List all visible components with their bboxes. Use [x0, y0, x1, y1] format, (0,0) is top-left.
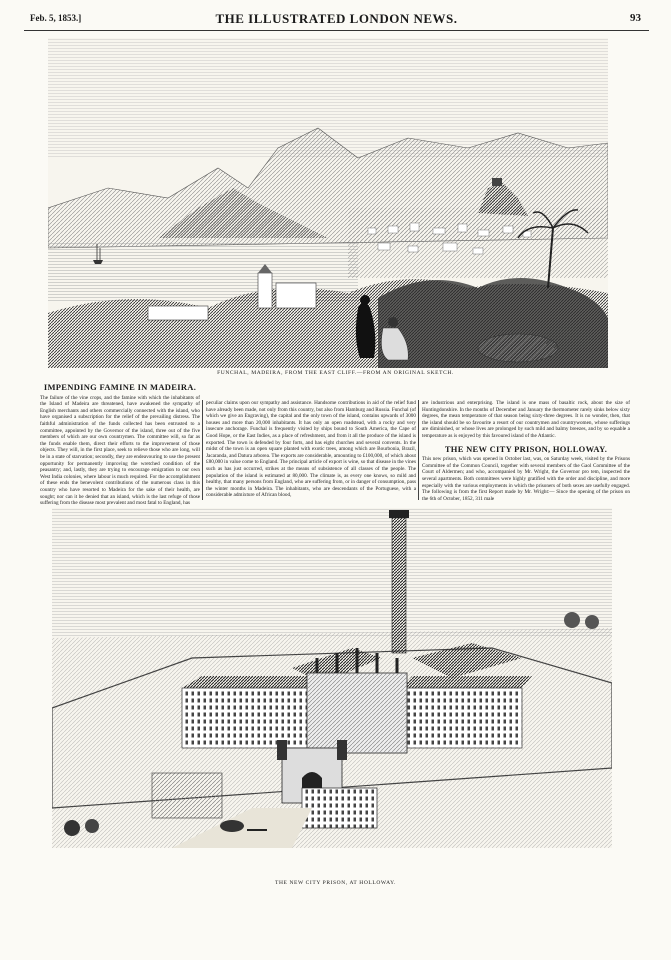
article-heading-prison: THE NEW CITY PRISON, HOLLOWAY.: [444, 443, 608, 454]
page-number: 93: [630, 12, 641, 24]
article-text-madeira-1: The failure of the vine crops, and the famine with which the inhabitants of the Island of Madeira are threatened, have awakened the sympathy of English merchants and others commercially connected with the island, who have organised a subscription for the relief of the prevailing distress. The faithful administration of the funds collected has been entrusted to a committee, appointed by the Governor of the island, three out of the five members of which are our own countrymen. The committee will, so far as the funds enable them, direct their efforts to the improvement of those objects. They will, in the first place, seek to relieve those who are long, will be in a state of starvation; secondly, they are endeavouring to use the present opportunity for permanently improving the wretched condition of the peasantry; and, lastly, they are trying to encourage emigration to our own West India colonies, where labour is much required. For the accomplishment of these ends the benevolent contributions of the numerous class in this country who have resorted to Madeira for the sake of their health, are sought; nor can it be denied that an island, which is the last refuge of those suffering from the disease most prevalent and most fatal to England, has: [40, 394, 200, 507]
prison-illustration: [52, 508, 612, 848]
column-divider: [202, 400, 203, 500]
issue-date: Feb. 5, 1853.]: [30, 13, 82, 23]
article-text-madeira-2: peculiar claims upon our sympathy and assistance. Handsome contributions in aid of the relief fund have already been made, not only from this country, but also from Hamburg and Russia. Funchal (of which we give an Engraving), the capital and the only town of the island, contains upwards of 3000 houses and more than 20,000 inhabitants. It has only an open roadstead, with a rocky and very insecure anchorage. Funchal is frequently visited by ships bound to South America, the Cape of Good Hope, or the East Indies, as a place of refreshment, and from it all the produce of the island is exported. The town is defended by four forts, and has eight churches and several convents. In the midst of the town is an open square planted with exotic trees, among which are Bourbonia, Brazil, Jacaranda, and Datura arborea. The exports are considerable, amounting to £100,000, of which about £80,000 in value come to England. The principal article of export is wine, so that disease in the vines such as has just occurred, strikes at the means of subsistence of all classes of the people. The population of the island is estimated at 80,000. The climate is, as every one knows, so mild and healthy, that many persons from England, who are suffering from, or in danger of consumption, pass the winter months in Madeira. The inhabitants, who are descendants of the Portuguese, with a considerable admixture of African blood,: [206, 400, 416, 499]
masthead: [24, 10, 649, 31]
article-text-madeira-3: are industrious and enterprising. The island is one mass of basaltic rock, about the size of Huntingdonshire. In the months of December and January the thermometer rarely sinks below sixty degrees, the mean temperature of that season being sixty-three degrees. It is no wonder, then, that the island should be so favourite a resort of our countrymen and countrywomen, whose sufferings are diminished, or whose lives are prolonged by such mild and balmy breezes, and by so equable a temperature as is enjoyed by this favoured island of the Atlantic.: [422, 400, 630, 439]
article-text-prison: This new prison, which was opened in October last, was, on Saturday week, visited by the Prisons Committee of the Common Council, together with several members of the Gaol Committee of the Court of Aldermen; and who, accompanied by Mr. Wright, the Governor pro tem, inspected the several apartments. Both committees were highly gratified with the order and discipline, and more especially with the various employments in which the prisoners of both sexes are usefully engaged. The following is from the first Report made by Mr. Wright:— Since the opening of the prison on the 6th of October, 1852, 311 male: [422, 456, 630, 502]
column-2: [206, 400, 416, 499]
prison-engraving: [52, 508, 612, 848]
newspaper-title: THE ILLUSTRATED LONDON NEWS.: [215, 11, 458, 26]
article-heading-madeira: IMPENDING FAMINE IN MADEIRA.: [43, 382, 197, 392]
funchal-illustration: [48, 38, 608, 368]
column-1: [40, 378, 200, 507]
funchal-engraving: [48, 38, 608, 368]
funchal-caption: FUNCHAL, MADEIRA, FROM THE EAST CLIFF.—FROM AN ORIGINAL SKETCH.: [217, 370, 454, 376]
prison-caption: THE NEW CITY PRISON, AT HOLLOWAY.: [275, 880, 396, 886]
column-divider: [418, 400, 419, 500]
column-3: [422, 400, 630, 502]
